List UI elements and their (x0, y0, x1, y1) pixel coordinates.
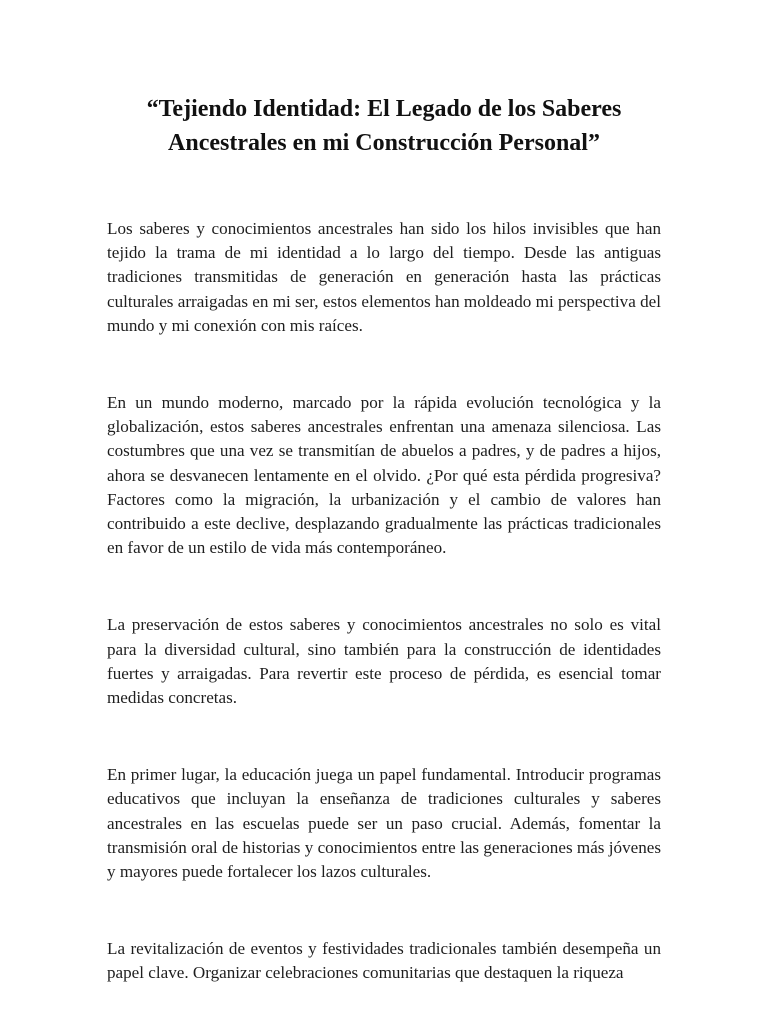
document-title: “Tejiendo Identidad: El Legado de los Saberes Ancestrales en mi Construcción Personal” (146, 96, 622, 156)
paragraph-5: La revitalización de eventos y festividades tradicionales también desempeña un papel clave. Organizar celebraciones comunitarias que destaquen la riqueza (107, 939, 661, 983)
paragraph-4: En primer lugar, la educación juega un papel fundamental. Introducir programas educativos que incluyan la enseñanza de tradiciones culturales y saberes ancestrales en las escuelas puede ser un paso crucial. Además, fomentar la transmisión oral de historias y conocimientos entre las generaciones más jóvenes y mayores puede fortalecer los lazos culturales. (107, 765, 661, 882)
paragraph-2: En un mundo moderno, marcado por la rápida evolución tecnológica y la globalización, estos saberes ancestrales enfrentan una amenaza silenciosa. Las costumbres que una vez se transmitían de abuelos a padres, y de padres a hijos, ahora se desvanecen lentamente en el olvido. ¿Por qué esta pérdida progresiva? Factores como la migración, la urbanización y el cambio de valores han contribuido a este declive, desplazando gradualmente las prácticas tradicionales en favor de un estilo de vida más contemporáneo. (107, 393, 661, 558)
paragraph-1: Los saberes y conocimientos ancestrales han sido los hilos invisibles que han tejido la trama de mi identidad a lo largo del tiempo. Desde las antiguas tradiciones transmitidas de generación en generación hasta las prácticas culturales arraigadas en mi ser, estos elementos han moldeado mi perspectiva del mundo y mi conexión con mis raíces. (107, 219, 661, 335)
document-body (107, 217, 661, 986)
paragraph-3: La preservación de estos saberes y conocimientos ancestrales no solo es vital para la diversidad cultural, sino también para la construcción de identidades fuertes y arraigadas. Para revertir este proceso de pérdida, es esencial tomar medidas concretas. (107, 615, 661, 708)
